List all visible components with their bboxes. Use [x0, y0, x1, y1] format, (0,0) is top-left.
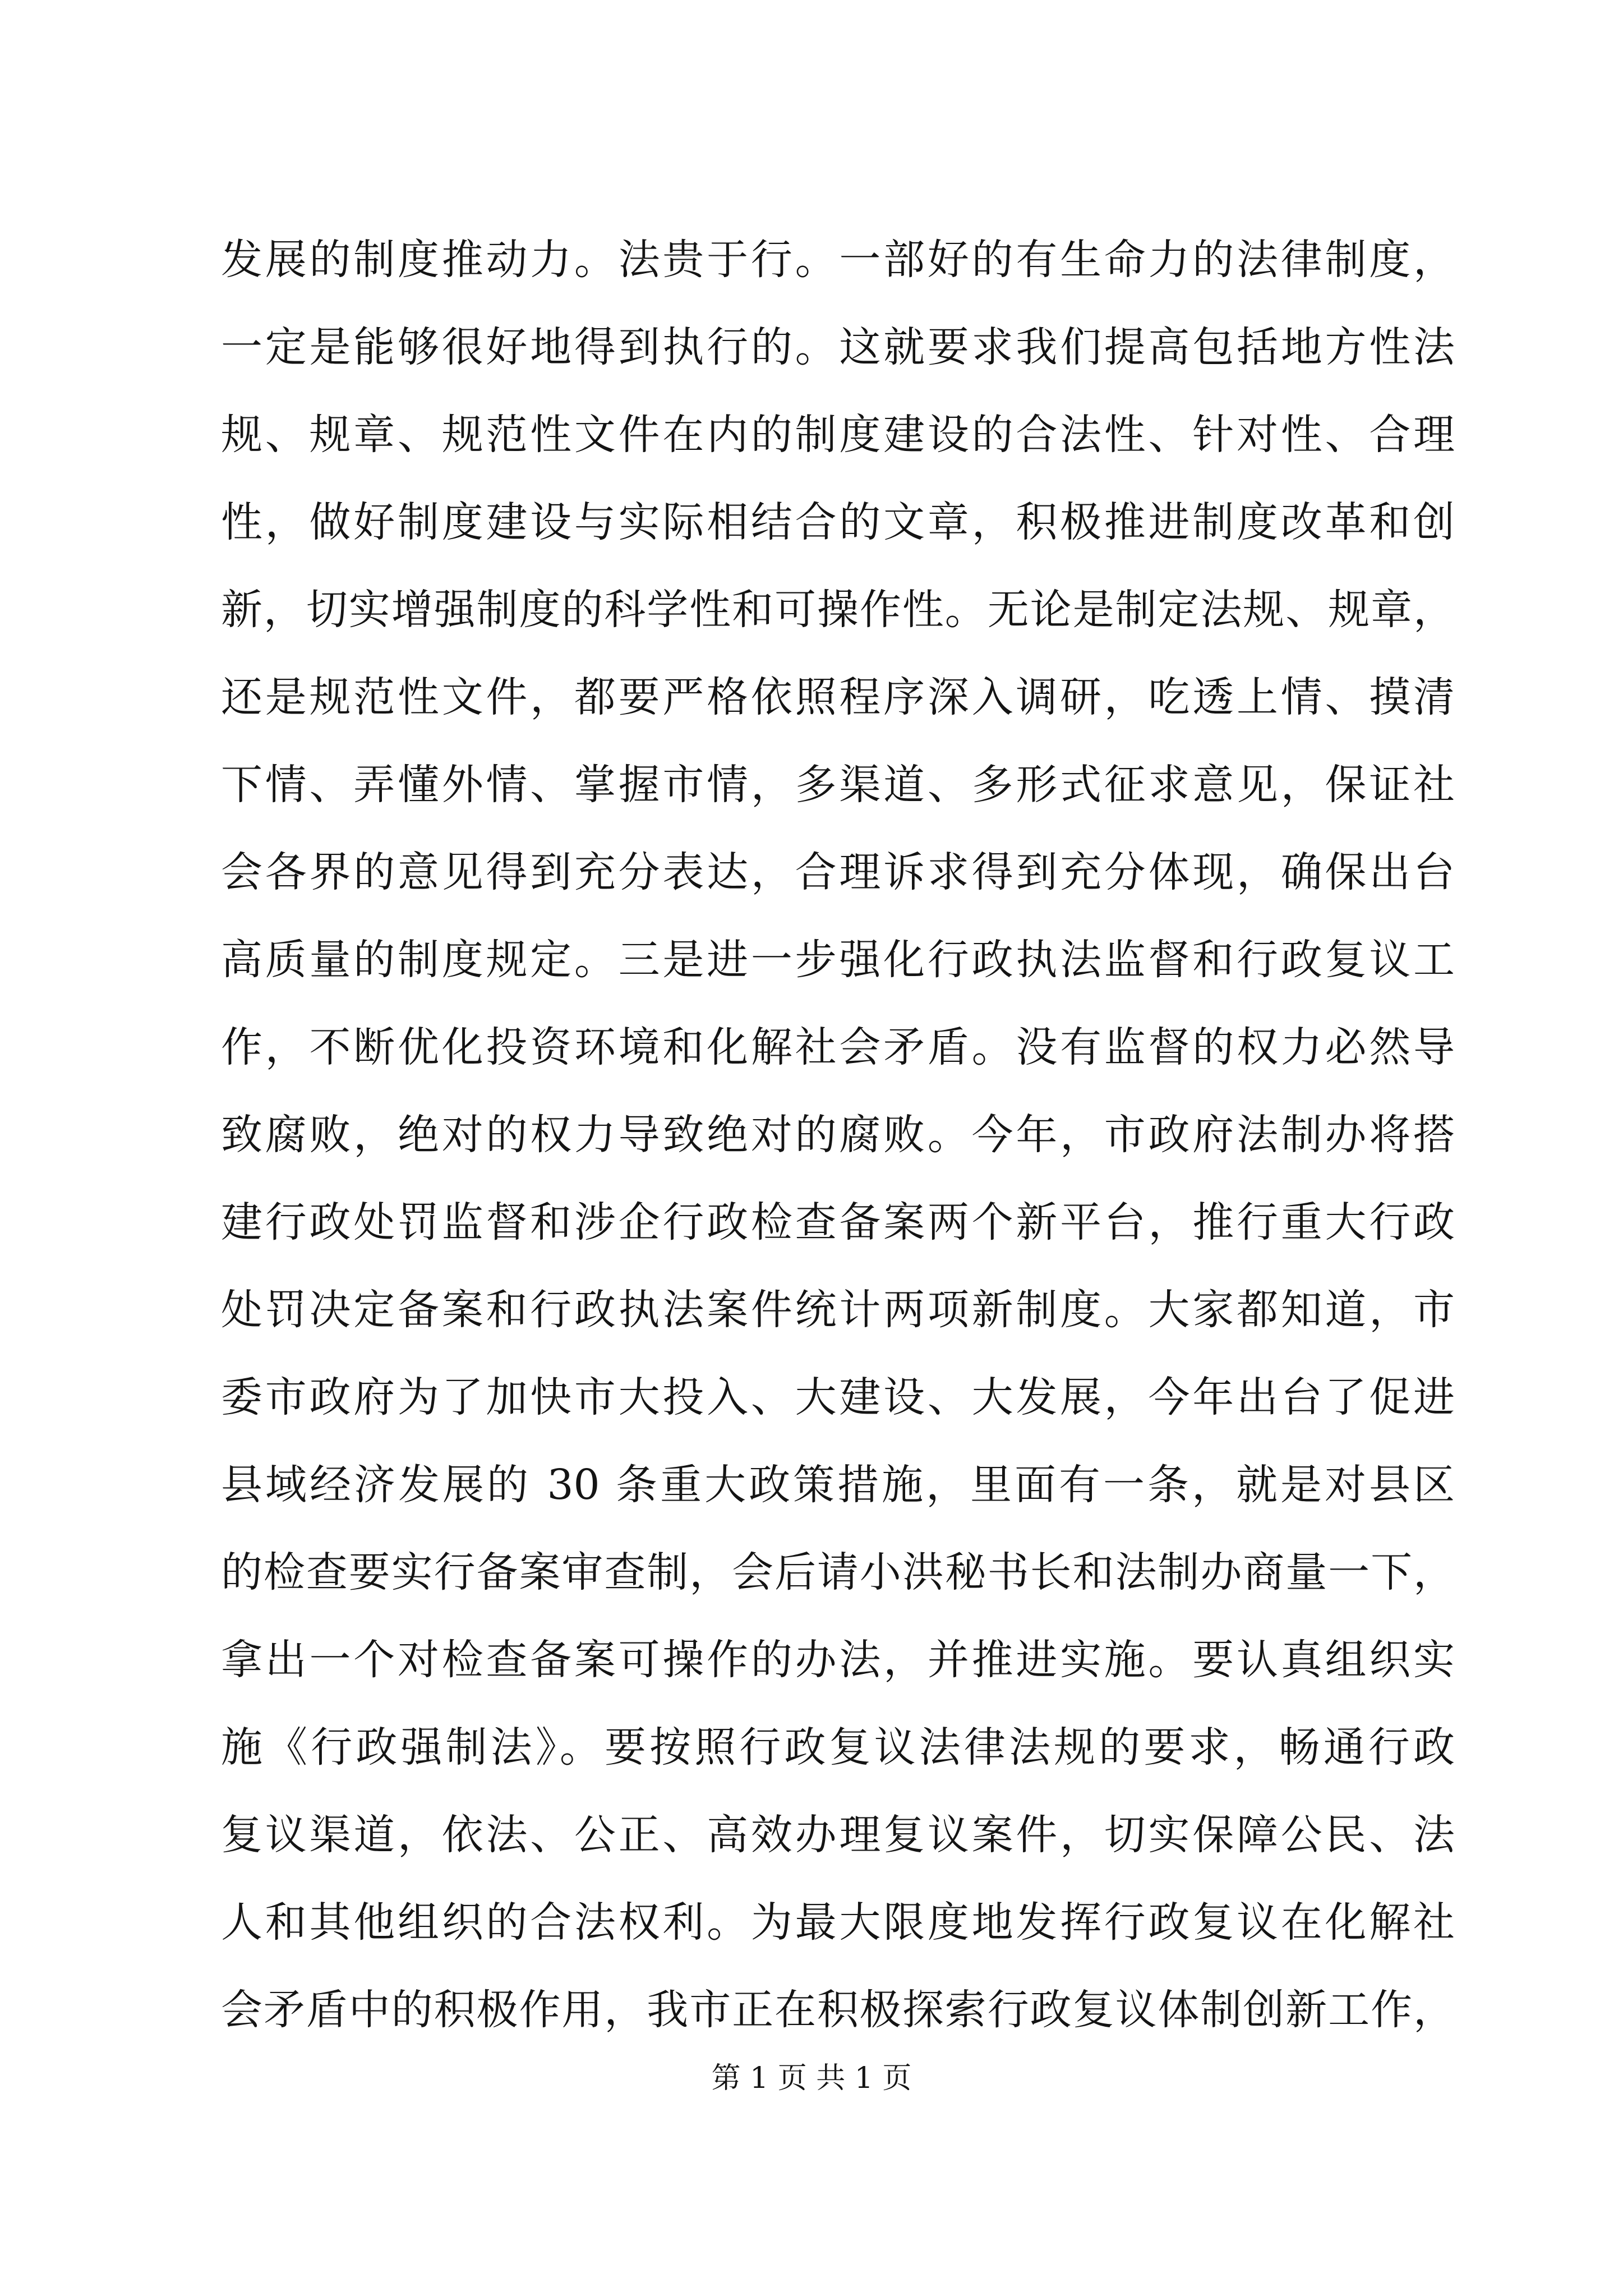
text-line: 县域经济发展的 30 条重大政策措施，里面有一条，就是对县区 [221, 1461, 1455, 1509]
text-line: 拿出一个对检查备案可操作的办法，并推进实施。要认真组织实 [221, 1636, 1455, 1684]
text-line: 人和其他组织的合法权利。为最大限度地发挥行政复议在化解社 [221, 1898, 1455, 1947]
text-line: 复议渠道，依法、公正、高效办理复议案件，切实保障公民、法 [221, 1811, 1455, 1859]
text-line: 的检查要实行备案审查制，会后请小洪秘书长和法制办商量一下， [221, 1548, 1455, 1596]
text-line: 处罚决定备案和行政执法案件统计两项新制度。大家都知道，市 [221, 1286, 1455, 1334]
text-line: 还是规范性文件，都要严格依照程序深入调研，吃透上情、摸清 [221, 673, 1455, 721]
text-line: 建行政处罚监督和涉企行政检查备案两个新平台，推行重大行政 [221, 1198, 1455, 1246]
text-line: 会矛盾中的积极作用，我市正在积极探索行政复议体制创新工作， [221, 1986, 1455, 2034]
text-line: 发展的制度推动力。法贵于行。一部好的有生命力的法律制度， [221, 236, 1455, 284]
text-line: 委市政府为了加快市大投入、大建设、大发展，今年出台了促进 [221, 1373, 1455, 1421]
text-line: 会各界的意见得到充分表达，合理诉求得到充分体现，确保出台 [221, 848, 1455, 896]
text-line: 规、规章、规范性文件在内的制度建设的合法性、针对性、合理 [221, 411, 1455, 459]
page-number-footer: 第 1 页 共 1 页 [711, 2062, 912, 2095]
text-line: 致腐败，绝对的权力导致绝对的腐败。今年，市政府法制办将搭 [221, 1111, 1455, 1159]
text-line: 高质量的制度规定。三是进一步强化行政执法监督和行政复议工 [221, 936, 1455, 984]
text-line: 下情、弄懂外情、掌握市情，多渠道、多形式征求意见，保证社 [221, 761, 1455, 809]
text-line: 新，切实增强制度的科学性和可操作性。无论是制定法规、规章， [221, 586, 1455, 634]
body-text [221, 216, 1455, 2054]
text-line: 一定是能够很好地得到执行的。这就要求我们提高包括地方性法 [221, 323, 1455, 371]
text-line: 作，不断优化投资环境和化解社会矛盾。没有监督的权力必然导 [221, 1023, 1455, 1071]
text-line: 施《行政强制法》。要按照行政复议法律法规的要求，畅通行政 [221, 1723, 1455, 1772]
text-line: 性，做好制度建设与实际相结合的文章，积极推进制度改革和创 [221, 498, 1455, 546]
